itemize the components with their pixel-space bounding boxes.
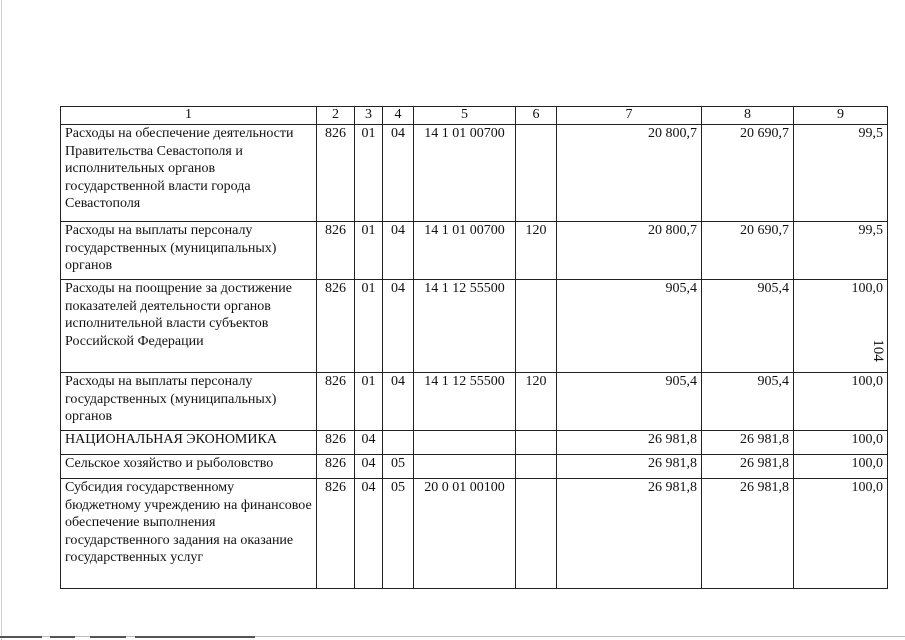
executed-amount: 905,4 [702,280,794,373]
column-number: 9 [794,107,888,125]
expense-name: Расходы на обеспечение деятельности Правительства Севастополя и исполнительных органов государственной власти города Севастополя [61,125,317,222]
scan-dash [0,636,42,638]
executed-amount: 20 690,7 [702,222,794,280]
column-number: 2 [317,107,355,125]
planned-amount: 26 981,8 [557,479,702,589]
expense-name: Субсидия государственному бюджетному учреждению на финансовое обеспечение выполнения государственного задания на оказание государственных услуг [61,479,317,589]
section-code: 01 [355,125,383,222]
column-number: 1 [61,107,317,125]
column-number: 8 [702,107,794,125]
planned-amount: 20 800,7 [557,125,702,222]
target-article [414,455,516,479]
expense-type: 120 [516,373,557,431]
executed-amount: 26 981,8 [702,479,794,589]
scan-dash [135,636,255,638]
expense-name: Расходы на выплаты персоналу государственных (муниципальных) органов [61,373,317,431]
execution-percent: 100,0 [794,455,888,479]
budget-table [60,106,888,589]
subsection-code: 04 [383,280,414,373]
expense-name: Сельское хозяйство и рыболовство [61,455,317,479]
ministry-code: 826 [317,479,355,589]
execution-percent: 100,0 [794,431,888,455]
executed-amount: 26 981,8 [702,455,794,479]
table-row [61,125,888,222]
target-article [414,431,516,455]
section-code: 01 [355,373,383,431]
section-code: 01 [355,280,383,373]
table-row [61,373,888,431]
table-row [61,479,888,589]
subsection-code: 05 [383,479,414,589]
scan-edge-left [1,0,2,640]
column-number: 7 [557,107,702,125]
table-row [61,280,888,373]
scan-dash [90,636,126,638]
column-number: 6 [516,107,557,125]
ministry-code: 826 [317,222,355,280]
planned-amount: 26 981,8 [557,455,702,479]
expense-type [516,280,557,373]
column-number: 5 [414,107,516,125]
expense-name: НАЦИОНАЛЬНАЯ ЭКОНОМИКА [61,431,317,455]
ministry-code: 826 [317,373,355,431]
execution-percent: 100,0 [794,373,888,431]
subsection-code: 05 [383,455,414,479]
page-number: 104 [869,339,886,362]
table-row [61,431,888,455]
target-article: 14 1 01 00700 [414,125,516,222]
subsection-code: 04 [383,125,414,222]
section-code: 04 [355,431,383,455]
expense-name: Расходы на поощрение за достижение показателей деятельности органов исполнительной власти субъектов Российской Федерации [61,280,317,373]
section-code: 04 [355,479,383,589]
target-article: 14 1 12 55500 [414,373,516,431]
table-row [61,455,888,479]
execution-percent: 100,0 [794,280,888,373]
column-number: 4 [383,107,414,125]
target-article: 14 1 01 00700 [414,222,516,280]
subsection-code: 04 [383,373,414,431]
expense-name: Расходы на выплаты персоналу государственных (муниципальных) органов [61,222,317,280]
ministry-code: 826 [317,455,355,479]
table-row [61,222,888,280]
target-article: 20 0 01 00100 [414,479,516,589]
execution-percent: 99,5 [794,222,888,280]
column-number-row [61,107,888,125]
ministry-code: 826 [317,431,355,455]
ministry-code: 826 [317,280,355,373]
planned-amount: 26 981,8 [557,431,702,455]
subsection-code [383,431,414,455]
planned-amount: 905,4 [557,280,702,373]
planned-amount: 905,4 [557,373,702,431]
planned-amount: 20 800,7 [557,222,702,280]
section-code: 01 [355,222,383,280]
subsection-code: 04 [383,222,414,280]
executed-amount: 905,4 [702,373,794,431]
target-article: 14 1 12 55500 [414,280,516,373]
column-number: 3 [355,107,383,125]
expense-type [516,431,557,455]
expense-type: 120 [516,222,557,280]
scan-dash [50,636,75,638]
executed-amount: 20 690,7 [702,125,794,222]
execution-percent: 99,5 [794,125,888,222]
ministry-code: 826 [317,125,355,222]
executed-amount: 26 981,8 [702,431,794,455]
section-code: 04 [355,455,383,479]
expense-type [516,125,557,222]
execution-percent: 100,0 [794,479,888,589]
expense-type [516,455,557,479]
expense-type [516,479,557,589]
